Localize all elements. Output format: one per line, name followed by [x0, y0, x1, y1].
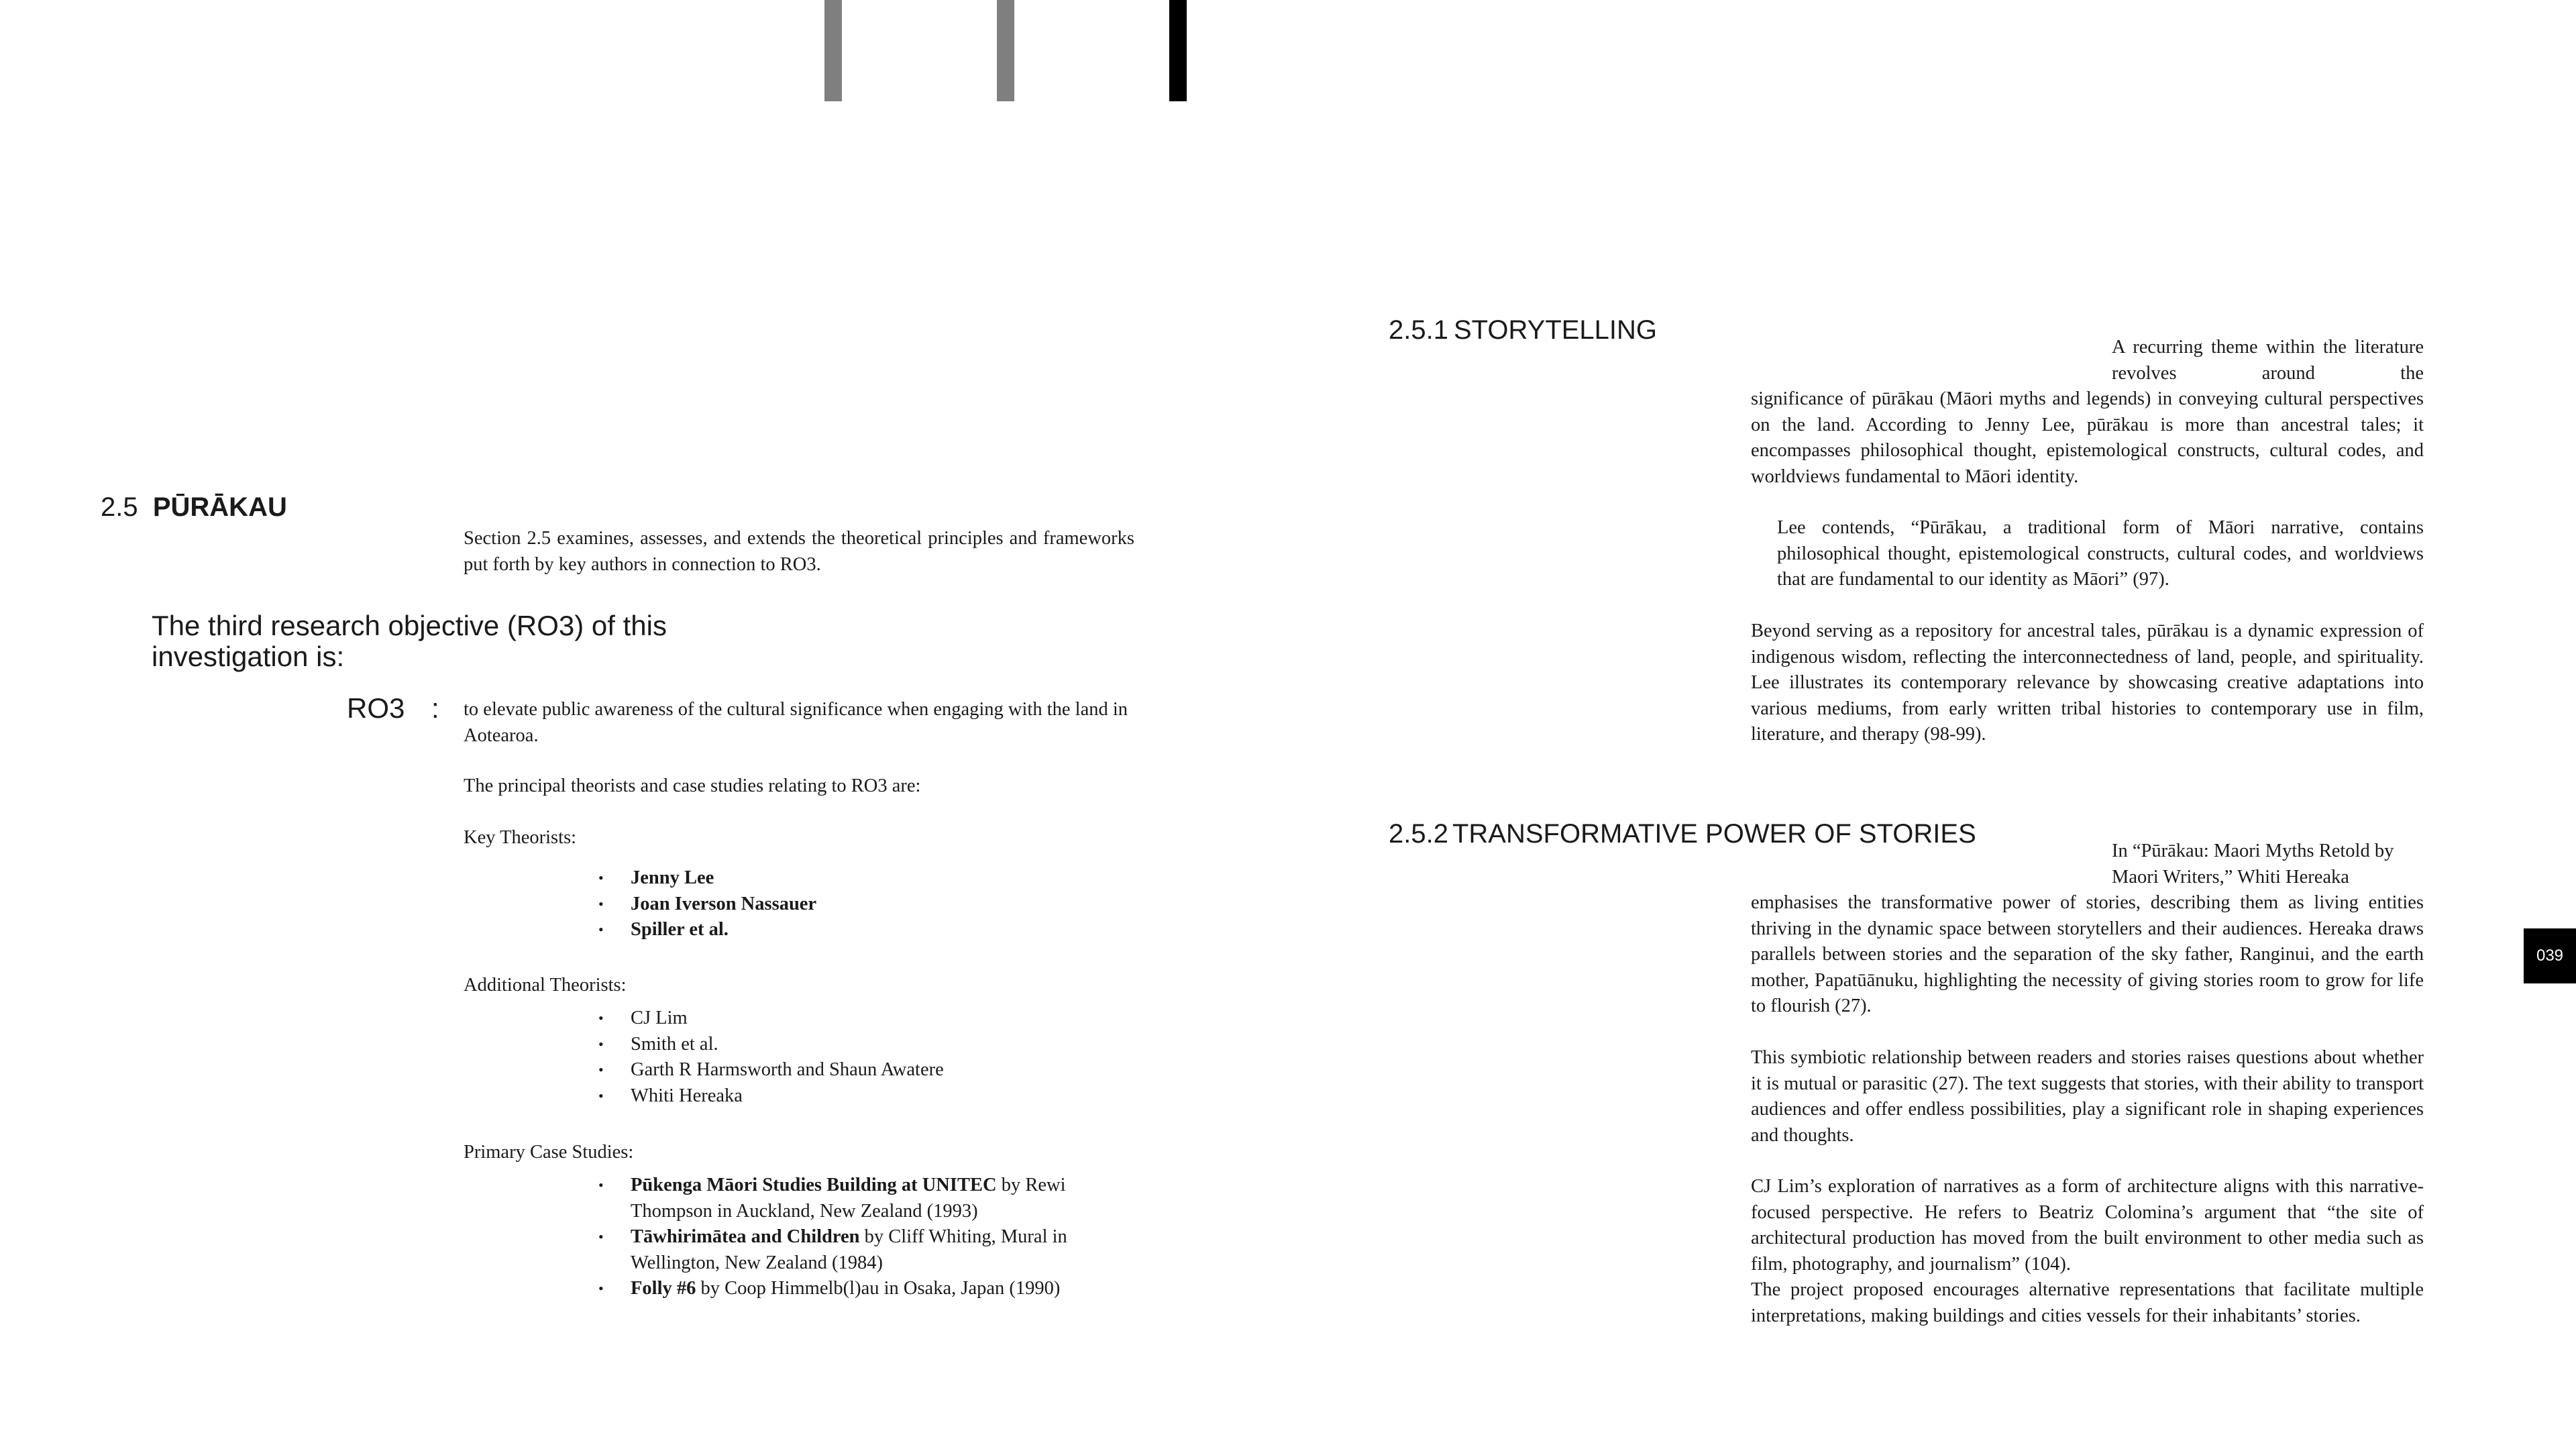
additional-theorists-label: Additional Theorists: [464, 975, 627, 996]
section-number: 2.5 [101, 492, 138, 522]
list-item: • Tāwhirimātea and Children by Cliff Whiting, Mural in Wellington, New Zealand (1984) [598, 1226, 1067, 1273]
list-item: • Folly #6 by Coop Himmelb(l)au in Osaka, Japan (1990) [598, 1278, 1061, 1299]
transformative-paragraph-lead: In “Pūrākau: Maori Myths Retold by Maori Writers,” Whiti Hereaka [2112, 841, 2394, 888]
list-item: • Spiller et al. [598, 919, 729, 940]
storytelling-quote: Lee contends, “Pūrākau, a traditional form of Māori narrative, contains philosophical thought, epistemological constructs, cultural codes, and worldviews that are fundamental to our identity as Māori” (97). [1777, 517, 2424, 590]
storytelling-paragraph-2: Beyond serving as a repository for ancestral tales, pūrākau is a dynamic expression of indigenous wisdom, reflecting the interconnectedness of land, people, and spirituality. Lee illustrates its contemporary relevance by showcasing creative adaptations into various mediums, from early written tribal histories to contemporary use in film, literature, and therapy (98-99). [1751, 621, 2424, 745]
case-studies-label: Primary Case Studies: [464, 1142, 634, 1163]
key-theorists-label: Key Theorists: [464, 827, 577, 848]
top-bar-1 [824, 0, 842, 101]
objective-heading: The third research objective (RO3) of this investigation is: [152, 610, 667, 672]
case-studies-list [598, 1173, 1147, 1302]
transformative-paragraph-3: CJ Lim’s exploration of narratives as a form of architecture aligns with this narrative-focused perspective. He refers to Beatriz Colomina’s argument that “the site of architectural production has moved from the built environment to other media such as film, photography, and journalism” (104). [1751, 1176, 2424, 1275]
list-item: • Smith et al. [598, 1033, 718, 1055]
subsection-number: 2.5.2 [1389, 819, 1448, 849]
section-intro: Section 2.5 examines, assesses, and extends the theoretical principles and frameworks put forth by key authors in connection to RO3. [464, 528, 1134, 575]
top-bar-2 [997, 0, 1014, 101]
ro-label [347, 693, 439, 724]
transformative-paragraph-4: The project proposed encourages alternative representations that facilitate multiple interpretations, making buildings and cities vessels for their inhabitants’ stories. [1751, 1279, 2424, 1326]
list-item: • Whiti Hereaka [598, 1085, 743, 1106]
ro-text: to elevate public awareness of the cultural significance when engaging with the land in Aotearoa. [464, 699, 1128, 746]
subsection-title: STORYTELLING [1453, 315, 1658, 345]
subsection-heading-transformative [1389, 818, 1976, 850]
page-number: 039 [2536, 947, 2564, 965]
transformative-paragraph-1: emphasises the transformative power of stories, describing them as living entities thriving in the dynamic space between storytellers and their audiences. Hereaka draws parallels between stories and the separation of the sky father, Ranginui, and the earth mother, Papatūānuku, highlighting the necessity of giving stories room to grow for life to flourish (27). [1751, 892, 2424, 1016]
transformative-paragraph-2: This symbiotic relationship between readers and stories raises questions about whether it is mutual or parasitic (27). The text suggests that stories, with their ability to transport audiences and offer endless possibilities, play a significant role in shaping experiences and thoughts. [1751, 1047, 2424, 1146]
additional-theorists-list [598, 1006, 1167, 1109]
storytelling-paragraph-lead: A recurring theme within the literature revolves around the [2112, 337, 2424, 384]
subsection-title: TRANSFORMATIVE POWER OF STORIES [1452, 819, 1976, 849]
key-theorists-list [598, 865, 1167, 943]
ro-label-text: RO3 [347, 692, 405, 724]
list-item: • Joan Iverson Nassauer [598, 893, 817, 914]
storytelling-paragraph-1: significance of pūrākau (Māori myths and legends) in conveying cultural perspectives on the land. According to Jenny Lee, pūrākau is more than ancestral tales; it encompasses philosophical thought, epistemological constructs, cultural codes, and worldviews fundamental to Māori identity. [1751, 388, 2424, 487]
list-item: • CJ Lim [598, 1008, 688, 1028]
ro-colon: : [431, 692, 439, 724]
subsection-heading-storytelling [1389, 314, 1657, 346]
section-title: PŪRĀKAU [152, 492, 287, 522]
principal-line: The principal theorists and case studies relating to RO3 are: [464, 775, 921, 796]
page-number-tab [2524, 928, 2576, 983]
subsection-number: 2.5.1 [1389, 315, 1448, 345]
list-item: • Pūkenga Māori Studies Building at UNITEC by Rewi Thompson in Auckland, New Zealand (1993) [598, 1175, 1066, 1222]
top-bar-3 [1169, 0, 1187, 101]
section-heading [101, 491, 287, 523]
list-item: • Jenny Lee [598, 867, 714, 888]
list-item: • Garth R Harmsworth and Shaun Awatere [598, 1059, 944, 1080]
